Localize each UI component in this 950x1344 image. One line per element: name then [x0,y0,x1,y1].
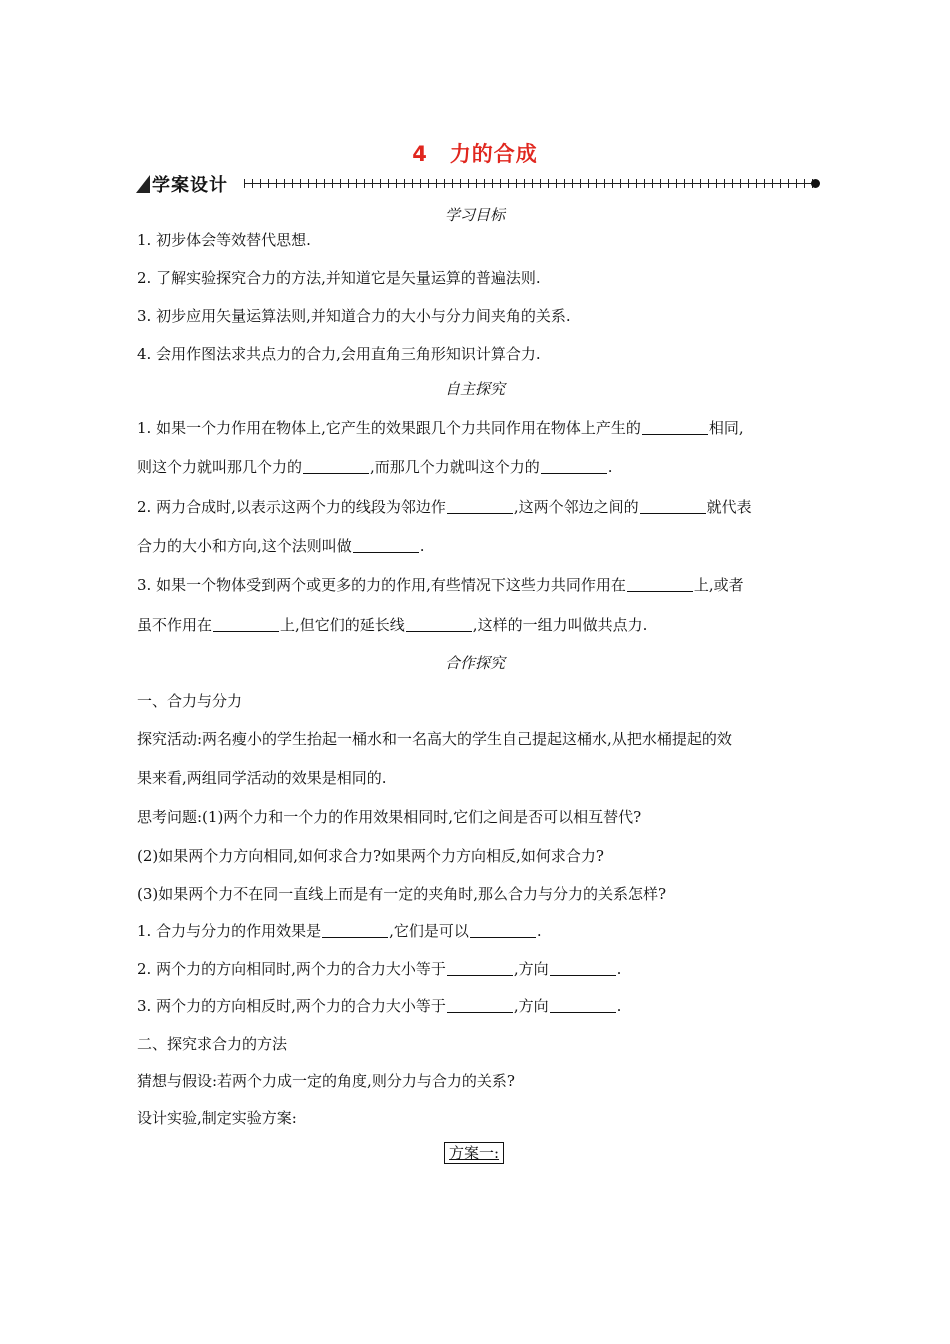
goal-item: 2. 了解实验探究合力的方法,并知道它是矢量运算的普遍法则. [137,269,541,287]
text: 则这个力就叫那几个力的 [137,458,303,476]
text: 3. 两个力的方向相反时,两个力的合力大小等于 [137,997,446,1015]
text: . [419,537,425,555]
part-1-heading: 一、合力与分力 [137,692,243,710]
part-2-heading: 二、探究求合力的方法 [137,1035,288,1053]
fill-2 [137,958,621,979]
answer-blank[interactable] [640,499,706,514]
text: 合力的大小和方向,这个法则叫做 [137,537,352,555]
hypothesis: 猜想与假设:若两个力成一定的角度,则分力与合力的关系? [137,1072,515,1090]
plan-one-label: 方案一: [449,1144,500,1162]
think-question-2: (2)如果两个力方向相同,如何求合力?如果两个力方向相反,如何求合力? [137,847,604,865]
banner-triangle-icon [136,175,150,193]
heading-goals: 学习目标 [444,206,505,224]
text: 相同, [708,419,744,437]
text: ,方向 [513,997,549,1015]
fill-3 [137,995,621,1016]
text: 3. 如果一个物体受到两个或更多的力的作用,有些情况下这些力共同作用在 [137,576,626,594]
answer-blank[interactable] [303,459,369,474]
text: ,这两个邻边之间的 [513,498,639,516]
answer-blank[interactable] [322,923,388,938]
answer-blank[interactable] [550,998,616,1013]
text: 上,但它们的延长线 [280,616,405,634]
text: 1. 合力与分力的作用效果是 [137,922,322,940]
text: 2. 两力合成时,以表示这两个力的线段为邻边作 [137,498,446,516]
answer-blank[interactable] [541,459,607,474]
goal-item: 4. 会用作图法求共点力的合力,会用直角三角形知识计算合力. [137,345,541,363]
text: . [616,960,622,978]
answer-blank[interactable] [447,961,513,976]
answer-blank[interactable] [406,617,472,632]
section-number: 4 [412,142,428,166]
text: 虽不作用在 [137,616,213,634]
text: ,这样的一组力叫做共点力. [472,616,648,634]
activity-line-2: 果来看,两组同学活动的效果是相同的. [137,769,387,787]
text: 就代表 [706,498,752,516]
page-title [0,138,950,168]
section-banner [136,172,820,196]
question-3-line-2 [137,614,647,635]
text: . [616,997,622,1015]
answer-blank[interactable] [470,923,536,938]
answer-blank[interactable] [447,499,513,514]
answer-blank[interactable] [550,961,616,976]
banner-label: 学案设计 [152,175,228,196]
question-3-line-1 [137,574,744,595]
answer-blank[interactable] [447,998,513,1013]
text: . [607,458,613,476]
think-question-1: 思考问题:(1)两个力和一个力的作用效果相同时,它们之间是否可以相互替代? [137,808,642,826]
answer-blank[interactable] [213,617,279,632]
answer-blank[interactable] [353,538,419,553]
text: 1. 如果一个力作用在物体上,它产生的效果跟几个力共同作用在物体上产生的 [137,419,641,437]
plan-one-box [444,1142,504,1164]
banner-badge [136,172,228,196]
goal-item: 3. 初步应用矢量运算法则,并知道合力的大小与分力间夹角的关系. [137,307,571,325]
heading-self-study: 自主探究 [444,380,505,398]
question-2-line-1 [137,496,752,517]
text: 上,或者 [693,576,744,594]
question-1-line-2 [137,456,613,477]
heading-cooperative: 合作探究 [444,654,505,672]
question-1-line-1 [137,417,744,438]
question-2-line-2 [137,535,425,556]
answer-blank[interactable] [627,577,693,592]
fill-1 [137,920,542,941]
title-text: 力的合成 [449,142,538,166]
text: ,而那几个力就叫这个力的 [370,458,540,476]
answer-blank[interactable] [642,420,708,435]
design-intro: 设计实验,制定实验方案: [137,1109,297,1127]
banner-rule [244,183,814,184]
text: ,方向 [513,960,549,978]
think-question-3: (3)如果两个力不在同一直线上而是有一定的夹角时,那么合力与分力的关系怎样? [137,885,667,903]
text: ,它们是可以 [389,922,469,940]
activity-line-1: 探究活动:两名瘦小的学生抬起一桶水和一名高大的学生自己提起这桶水,从把水桶提起的效 [137,730,732,748]
text: . [536,922,542,940]
goal-item: 1. 初步体会等效替代思想. [137,231,311,249]
banner-end-dot-icon [811,179,820,188]
text: 2. 两个力的方向相同时,两个力的合力大小等于 [137,960,446,978]
